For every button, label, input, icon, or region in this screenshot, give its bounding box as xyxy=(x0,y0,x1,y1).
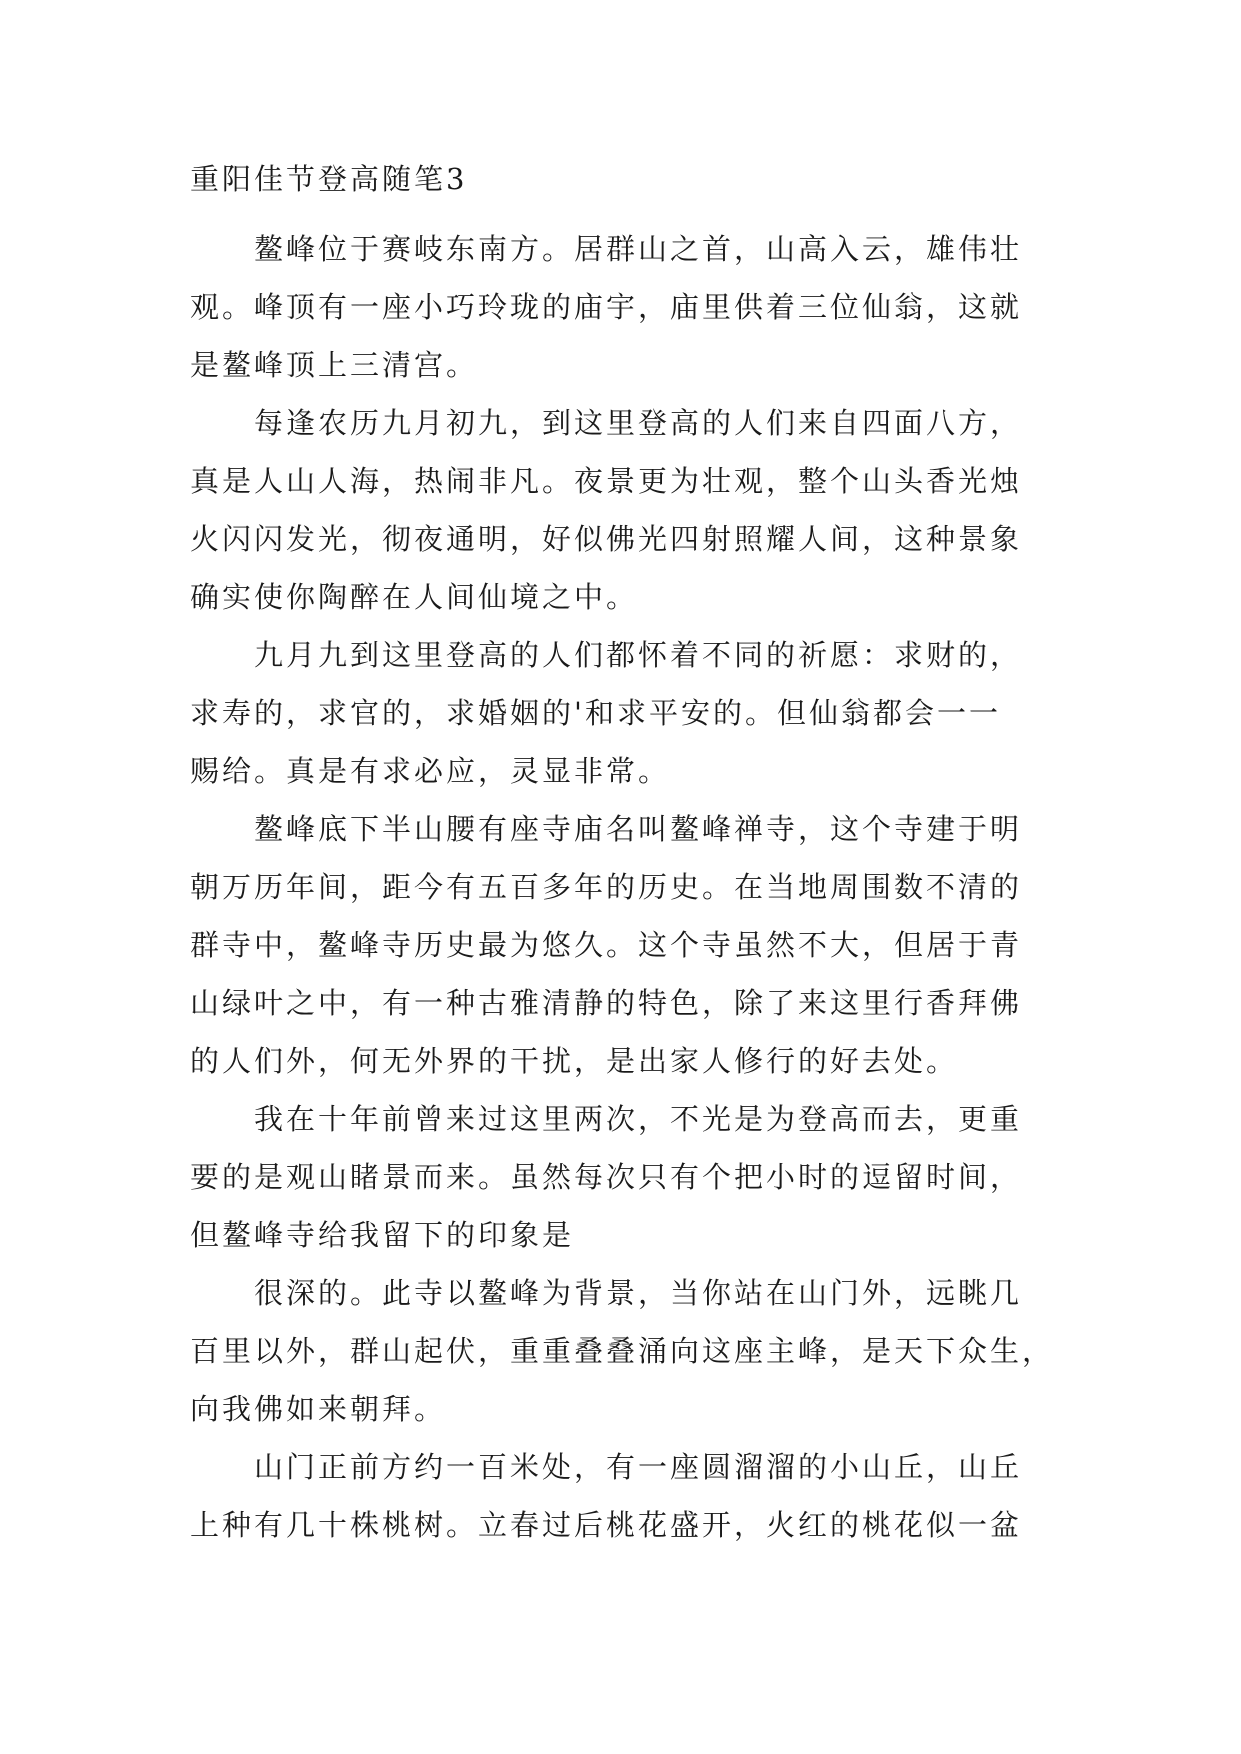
paragraph-line: 火闪闪发光，彻夜通明，好似佛光四射照耀人间，这种景象 xyxy=(190,522,1023,556)
paragraph xyxy=(190,394,1070,626)
paragraph-line: 山门正前方约一百米处，有一座圆溜溜的小山丘，山丘 xyxy=(254,1450,1023,1484)
paragraph-line: 上种有几十株桃树。立春过后桃花盛开，火红的桃花似一盆 xyxy=(190,1508,1023,1542)
paragraph-line: 求寿的，求官的，求婚姻的'和求平安的。但仙翁都会一一 xyxy=(190,696,1001,730)
paragraph-line: 朝万历年间，距今有五百多年的历史。在当地周围数不清的 xyxy=(190,870,1023,904)
document-body xyxy=(190,150,1070,1554)
paragraph xyxy=(190,1264,1070,1438)
paragraph-line: 每逢农历九月初九，到这里登高的人们来自四面八方， xyxy=(254,406,1023,440)
paragraph-line: 真是人山人海，热闹非凡。夜景更为壮观，整个山头香光烛 xyxy=(190,464,1023,498)
paragraph xyxy=(190,800,1070,1090)
paragraph-line: 观。峰顶有一座小巧玲珑的庙宇，庙里供着三位仙翁，这就 xyxy=(190,290,1023,324)
paragraph-line: 是鳌峰顶上三清宫。 xyxy=(190,348,479,382)
paragraph-line: 确实使你陶醉在人间仙境之中。 xyxy=(190,580,639,614)
paragraph-line: 九月九到这里登高的人们都怀着不同的祈愿：求财的， xyxy=(254,638,1023,672)
paragraph-line: 鳌峰底下半山腰有座寺庙名叫鳌峰禅寺，这个寺建于明 xyxy=(254,812,1023,846)
paragraph-line: 百里以外，群山起伏，重重叠叠涌向这座主峰，是天下众生， xyxy=(190,1334,1055,1368)
paragraph-line: 群寺中，鳌峰寺历史最为悠久。这个寺虽然不大，但居于青 xyxy=(190,928,1023,962)
paragraph-line: 我在十年前曾来过这里两次，不光是为登高而去，更重 xyxy=(254,1102,1023,1136)
paragraph-line: 鳌峰位于赛岐东南方。居群山之首，山高入云，雄伟壮 xyxy=(254,232,1023,266)
paragraph-line: 赐给。真是有求必应，灵显非常。 xyxy=(190,754,671,788)
paragraph-line: 的人们外，何无外界的干扰，是出家人修行的好去处。 xyxy=(190,1044,959,1078)
paragraph xyxy=(190,626,1070,800)
paragraph-line: 很深的。此寺以鳌峰为背景，当你站在山门外，远眺几 xyxy=(254,1276,1023,1310)
paragraph xyxy=(190,1090,1070,1264)
paragraph-line: 山绿叶之中，有一种古雅清静的特色，除了来这里行香拜佛 xyxy=(190,986,1023,1020)
paragraph-line: 要的是观山睹景而来。虽然每次只有个把小时的逗留时间， xyxy=(190,1160,1023,1194)
paragraph-line: 但鳌峰寺给我留下的印象是 xyxy=(190,1218,575,1252)
paragraph xyxy=(190,220,1070,394)
document-title: 重阳佳节登高随笔3 xyxy=(190,162,468,196)
paragraph-line: 向我佛如来朝拜。 xyxy=(190,1392,447,1426)
paragraph xyxy=(190,1438,1070,1554)
